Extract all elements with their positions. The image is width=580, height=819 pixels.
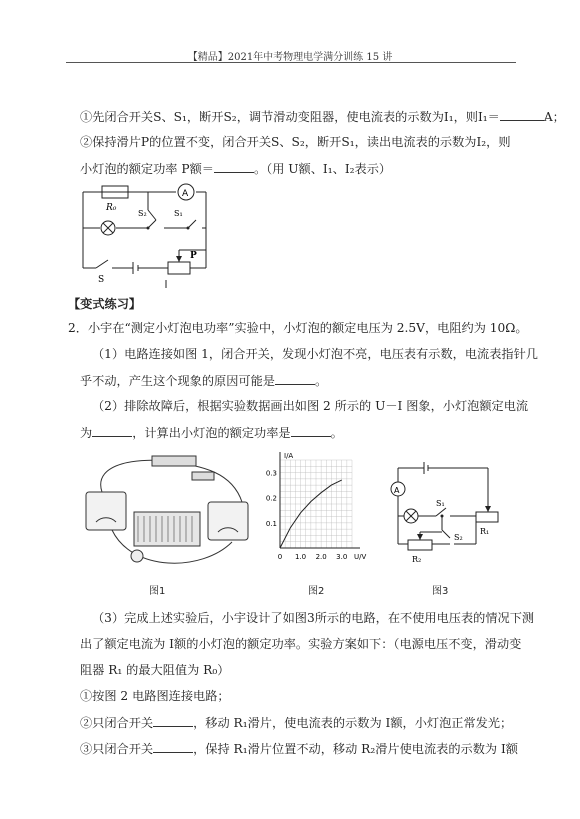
x-axis-label: U/V (354, 553, 367, 561)
answer-blank[interactable] (153, 740, 193, 753)
r2-label: R₂ (412, 555, 422, 564)
answer-blank[interactable] (291, 424, 331, 437)
q2-part2-b-text: 为 (80, 426, 93, 440)
q2-intro: 2．小宇在“测定小灯泡电功率”实验中，小灯泡的额定电压为 2.5V，电阻约为 10Ω。 (68, 321, 528, 335)
x-tick-label: 3.0 (336, 553, 348, 561)
s1-label: S₁ (436, 499, 445, 508)
q2-part1-b (80, 372, 327, 389)
x-tick-label: 1.0 (295, 553, 307, 561)
q3-line-a: （3）完成上述实验后，小宇设计了如图3所示的电路，在不使用电压表的情况下测 (92, 611, 535, 625)
q2-part2-b (80, 424, 343, 441)
s1-label: S₁ (174, 209, 183, 218)
y-tick-label: 0.2 (265, 494, 277, 503)
q2-part2-d: 。 (330, 426, 343, 440)
battery-box-icon (152, 456, 196, 466)
q3-line-b: 出了额定电流为 I额的小灯泡的额定功率。实验方案如下：（电源电压不变，滑动变 (80, 637, 522, 651)
q3-line-d: ①按图 2 电路图连接电路； (80, 689, 230, 703)
s-label: S (98, 275, 105, 285)
r0-label: R₀ (106, 203, 117, 213)
q3-line-f2: ，保持 R₁滑片位置不动，移动 R₂滑片使电流表的示数为 I额 (193, 742, 518, 756)
r1-resistor (476, 512, 498, 522)
step2-line-a: ②保持滑片P的位置不变，闭合开关S、S₂，断开S₁，读出电流表的示数为I₂，则 (80, 135, 511, 149)
page-header: 【精品】2021年中考物理电学满分训练 15 讲 (187, 52, 393, 63)
q2-part1-a: （1）电路连接如图 1，闭合开关，发现小灯泡不亮，电压表有示数，电流表指针几 (92, 347, 538, 361)
figure-2-label: 图2 (308, 586, 325, 597)
q2-part1-b-text: 乎不动，产生这个现象的原因可能是 (80, 374, 275, 388)
step1-end: A； (543, 110, 565, 124)
ammeter-label: A (182, 189, 189, 199)
s2-label: S₂ (138, 209, 147, 218)
q3-line-e2: ，移动 R₁滑片，使电流表的示数为 I额，小灯泡正常发光； (193, 716, 513, 730)
x-tick-label: 2.0 (315, 553, 327, 561)
x-tick-label: 0 (277, 553, 283, 561)
q2-part1-c: 。 (315, 374, 328, 388)
r1-label: R₁ (480, 527, 490, 536)
figure-1-label: 图1 (149, 586, 166, 597)
step1-line (80, 108, 565, 125)
bulb-device-icon (131, 550, 143, 562)
q2-part2-c: ，计算出小灯泡的额定功率是 (132, 426, 291, 440)
voltmeter-icon (86, 492, 126, 530)
section-title: 【变式练习】 (68, 297, 142, 311)
step1-text: ①先闭合开关S、S₁，断开S₂，调节滑动变阻器，使电流表的示数为I₁，则I₁＝ (80, 110, 500, 124)
r2-resistor (408, 540, 432, 550)
y-tick-label: 0.1 (265, 519, 277, 528)
step2-text-c: 。（用 U额、I₁、I₂表示） (253, 162, 392, 176)
y-axis-label: I/A (284, 452, 294, 460)
circuit-diagram-1 (78, 180, 218, 290)
figure-3-label: 图3 (432, 586, 449, 597)
q2-part2-a: （2）排除故障后，根据实验数据画出如图 2 所示的 U－I 图象，小灯泡额定电流 (92, 399, 529, 413)
figure-3-circuit (384, 460, 502, 572)
answer-blank[interactable] (214, 160, 254, 173)
q3-line-e1: ②只闭合开关 (80, 716, 154, 730)
ammeter-label: A (394, 486, 400, 495)
rheostat (168, 262, 190, 274)
q3-line-f (80, 740, 518, 757)
step2-text-b: 小灯泡的额定功率 P额＝ (80, 162, 214, 176)
answer-blank[interactable] (500, 108, 544, 121)
header-rule (66, 62, 516, 63)
answer-blank[interactable] (153, 714, 193, 727)
ammeter-device-icon (208, 502, 248, 540)
figure-2-ui-chart (262, 448, 372, 578)
answer-blank[interactable] (92, 424, 132, 437)
p-label: P (190, 251, 197, 261)
s2-label: S₂ (454, 533, 463, 542)
step2-line-b (80, 160, 391, 177)
figure-1-apparatus (82, 452, 252, 580)
q3-line-f1: ③只闭合开关 (80, 742, 154, 756)
q3-line-e (80, 714, 512, 731)
switch-device-icon (192, 472, 214, 480)
q3-line-c: 阻器 R₁ 的最大阻值为 R₀） (80, 663, 230, 677)
y-tick-label: 0.3 (265, 469, 277, 478)
answer-blank[interactable] (275, 372, 315, 385)
